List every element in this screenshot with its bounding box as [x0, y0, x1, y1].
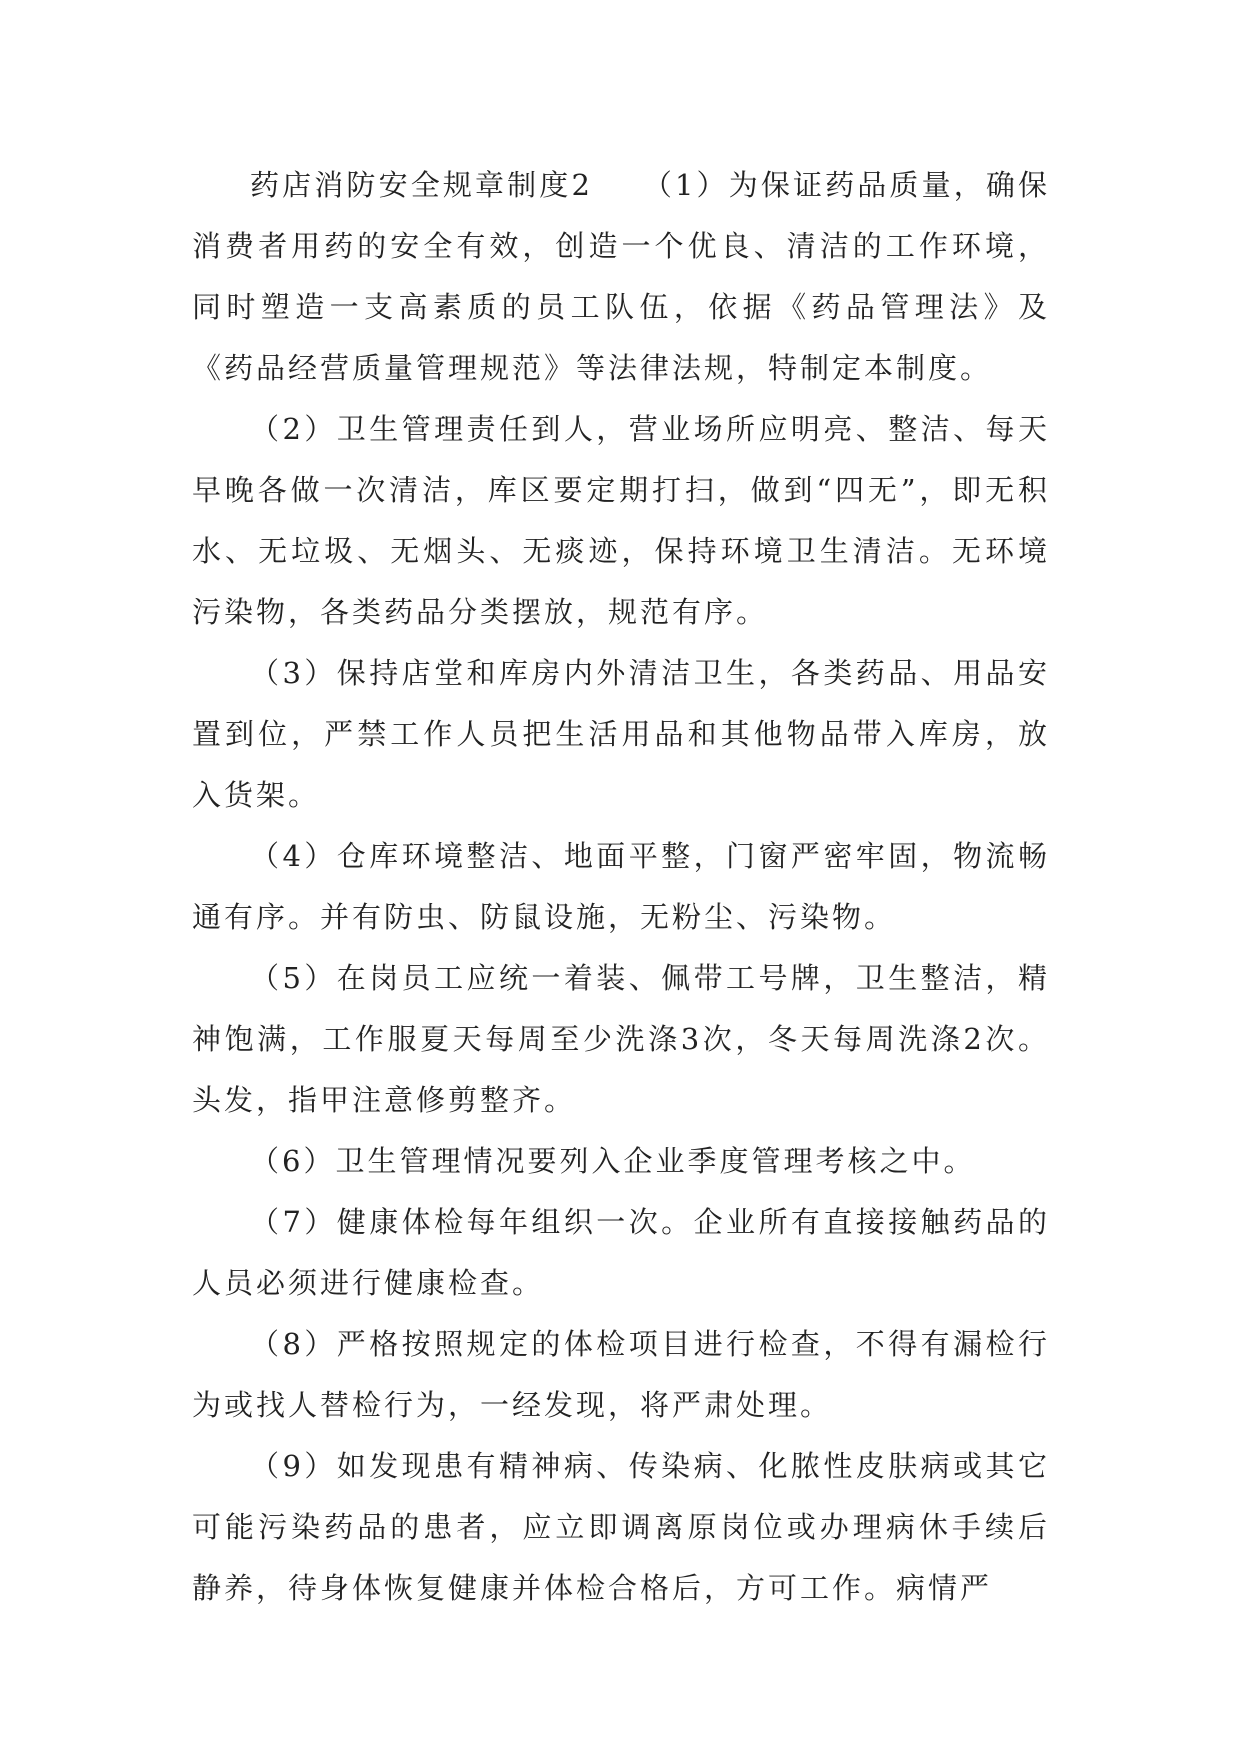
paragraph-2: （2）卫生管理责任到人，营业场所应明亮、整洁、每天早晚各做一次清洁，库区要定期打扫，做到“四无”，即无积水、无垃圾、无烟头、无痰迹，保持环境卫生清洁。无环境污染物，各类药品分类摆放，规范有序。	[192, 412, 1050, 629]
paragraph-6: （6）卫生管理情况要列入企业季度管理考核之中。	[250, 1144, 976, 1178]
paragraph-4: （4）仓库环境整洁、地面平整，门窗严密牢固，物流畅通有序。并有防虫、防鼠设施，无粉尘、污染物。	[192, 839, 1050, 934]
paragraph-5: （5）在岗员工应统一着装、佩带工号牌，卫生整洁，精神饱满，工作服夏天每周至少洗涤3次，冬天每周洗涤2次。头发，指甲注意修剪整齐。	[192, 961, 1050, 1117]
paragraph-3: （3）保持店堂和库房内外清洁卫生，各类药品、用品安置到位，严禁工作人员把生活用品和其他物品带入库房，放入货架。	[192, 656, 1050, 812]
paragraph-9: （9）如发现患有精神病、传染病、化脓性皮肤病或其它可能污染药品的患者，应立即调离原岗位或办理病休手续后静养，待身体恢复健康并体检合格后，方可工作。病情严	[192, 1449, 1050, 1605]
paragraph-8: （8）严格按照规定的体检项目进行检查，不得有漏检行为或找人替检行为，一经发现，将严肃处理。	[192, 1327, 1050, 1422]
paragraph-1: 药店消防安全规章制度2 （1）为保证药品质量，确保消费者用药的安全有效，创造一个优良、清洁的工作环境，同时塑造一支高素质的员工队伍，依据《药品管理法》及《药品经营质量管理规范》等法律法规，特制定本制度。	[192, 168, 1050, 385]
paragraph-7: （7）健康体检每年组织一次。企业所有直接接触药品的人员必须进行健康检查。	[192, 1205, 1050, 1300]
document-page	[192, 155, 1050, 1619]
